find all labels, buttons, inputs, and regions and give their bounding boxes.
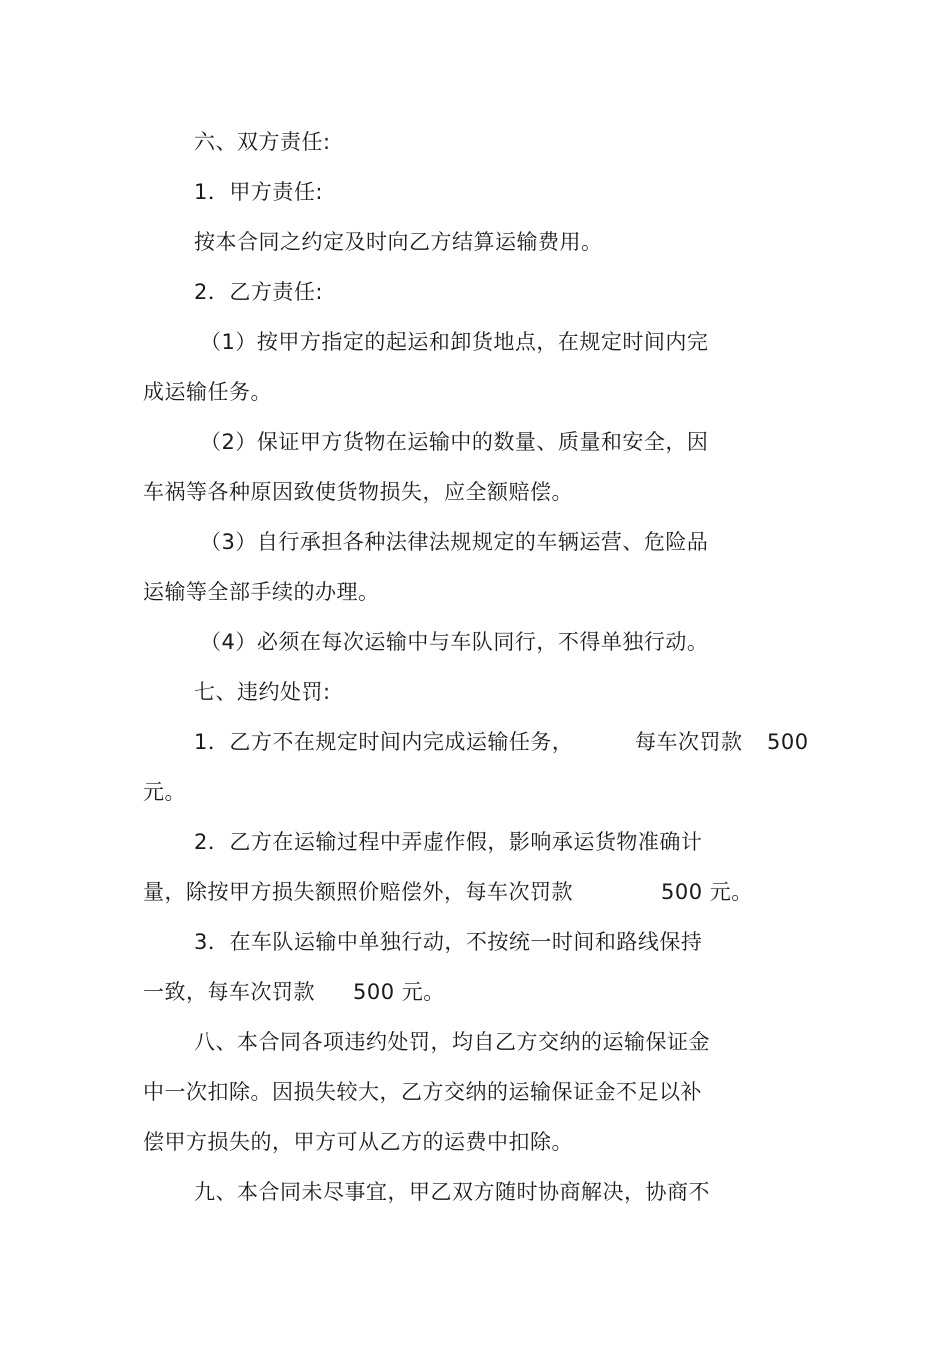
penalty-1-line-1-a: 1．乙方不在规定时间内完成运输任务， [194,730,574,754]
penalty-2-line-1: 2．乙方在运输过程中弄虚作假，影响承运货物准确计 [194,830,703,854]
party-b-item-1-line-2: 成运输任务。 [143,380,272,404]
section-eight-line-2: 中一次扣除。因损失较大，乙方交纳的运输保证金不足以补 [143,1080,702,1104]
penalty-1-amount: 500 [767,730,809,754]
penalty-2-line-2-a: 量，除按甲方损失额照价赔偿外，每车次罚款 [143,880,573,904]
party-b-item-1-line-1: （1）按甲方指定的起运和卸货地点，在规定时间内完 [200,330,709,354]
party-a-duty-text: 按本合同之约定及时向乙方结算运输费用。 [194,230,603,254]
section-six-heading: 六、双方责任: [194,130,331,154]
party-b-item-2-line-1: （2）保证甲方货物在运输中的数量、质量和安全，因 [200,430,709,454]
penalty-2-amount: 500 元。 [661,880,753,904]
penalty-3-line-2-a: 一致，每车次罚款 [143,980,315,1004]
party-b-item-3-line-1: （3）自行承担各种法律法规规定的车辆运营、危险品 [200,530,709,554]
party-a-duty-heading: 1．甲方责任: [194,180,323,204]
section-eight-line-3: 偿甲方损失的，甲方可从乙方的运费中扣除。 [143,1130,573,1154]
penalty-3-line-1: 3．在车队运输中单独行动，不按统一时间和路线保持 [194,930,703,954]
section-nine-line-1: 九、本合同未尽事宜，甲乙双方随时协商解决，协商不 [194,1180,710,1204]
party-b-item-3-line-2: 运输等全部手续的办理。 [143,580,380,604]
penalty-3-amount: 500 元。 [353,980,445,1004]
penalty-1-line-2: 元。 [143,780,186,804]
party-b-duty-heading: 2．乙方责任: [194,280,323,304]
party-b-item-2-line-2: 车祸等各种原因致使货物损失，应全额赔偿。 [143,480,573,504]
section-eight-line-1: 八、本合同各项违约处罚，均自乙方交纳的运输保证金 [194,1030,710,1054]
penalty-1-line-1-b: 每车次罚款 [635,730,743,754]
section-seven-heading: 七、违约处罚: [194,680,331,704]
party-b-item-4: （4）必须在每次运输中与车队同行，不得单独行动。 [200,630,709,654]
